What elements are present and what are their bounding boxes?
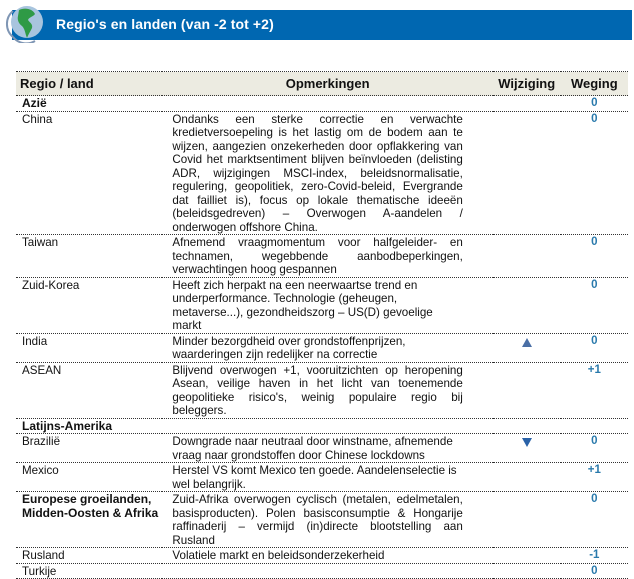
table-row [16, 548, 628, 564]
change-cell [493, 333, 561, 362]
col-change: Wijziging [493, 72, 561, 96]
weight-value: 0 [561, 563, 628, 579]
globe-icon [5, 3, 45, 43]
weight-value: 0 [561, 277, 628, 333]
change-cell [493, 96, 561, 112]
remarks: Ondanks een sterke correctie en verwachte kredietversoepeling is het lastig om de bodem aan te wijzen, aangezien onzekerheden door opflakkering van Covid het marktsentiment blijven beïnvloeden (delisting ADR, wijzigingen MSCI-index, beleidsnormalisatie, regulering, geopolitiek, zero-Covid-beleid, Evergrande dat failliet is), focus op lokale thematische ideeën (beleidsgedreven) – Overwogen A-aandelen / onderwogen offshore China. [162, 111, 492, 235]
remarks: Heeft zich herpakt na een neerwaartse trend en underperformance. Technologie (geheugen, metaverse...), gezondheidszorg – US(D) gevoelige markt [162, 277, 492, 333]
change-cell [493, 362, 561, 418]
change-cell [493, 418, 561, 434]
col-remarks: Opmerkingen [162, 72, 492, 96]
table-header-row [16, 72, 628, 96]
weight-value: +1 [561, 362, 628, 418]
region-name: India [16, 333, 162, 362]
weight-value [561, 418, 628, 434]
arrow-up-icon [522, 338, 532, 347]
change-cell [493, 111, 561, 235]
remarks: Zuid-Afrika overwogen cyclisch (metalen, edelmetalen, basisproducten). Polen basisconsumptie & Hongarije raffinaderij – vermijd (in)directe blootstelling aan Rusland [162, 492, 492, 548]
region-name: Azië [16, 96, 162, 112]
remarks: Volatiele markt en beleidsonderzekerheid [162, 548, 492, 564]
region-name: Brazilië [16, 434, 162, 463]
remarks [162, 96, 492, 112]
col-weight: Weging [561, 72, 628, 96]
weight-value: 0 [561, 111, 628, 235]
section-banner [12, 10, 632, 40]
change-cell [493, 548, 561, 564]
table-group-row [16, 418, 628, 434]
col-region: Regio / land [16, 72, 162, 96]
weight-value: 0 [561, 492, 628, 548]
change-cell [493, 235, 561, 278]
weight-value: 0 [561, 235, 628, 278]
change-cell [493, 563, 561, 579]
table-row [16, 563, 628, 579]
table-row [16, 362, 628, 418]
table-row [16, 434, 628, 463]
change-cell [493, 434, 561, 463]
weight-value: +1 [561, 463, 628, 492]
weight-value: 0 [561, 333, 628, 362]
remarks: Afnemend vraagmomentum voor halfgeleider- en technamen, wegebbende aanbodbeperkingen, verwachtingen hoog gespannen [162, 235, 492, 278]
weight-value: 0 [561, 96, 628, 112]
change-cell [493, 463, 561, 492]
region-name: Latijns-Amerika [16, 418, 162, 434]
table-row [16, 463, 628, 492]
change-cell [493, 492, 561, 548]
region-name: ASEAN [16, 362, 162, 418]
table-group-row [16, 96, 628, 112]
table-row [16, 235, 628, 278]
region-name: Taiwan [16, 235, 162, 278]
arrow-down-icon [522, 438, 532, 447]
table-group-row [16, 492, 628, 548]
region-name: China [16, 111, 162, 235]
region-name: Zuid-Korea [16, 277, 162, 333]
table-row [16, 277, 628, 333]
remarks: Blijvend overwogen +1, vooruitzichten op heropening Asean, veilige haven in het licht van toenemende geopolitieke risico's, weinig populaire regio bij beleggers. [162, 362, 492, 418]
region-name: Rusland [16, 548, 162, 564]
table-row [16, 333, 628, 362]
region-name: Mexico [16, 463, 162, 492]
weight-value: -1 [561, 548, 628, 564]
change-cell [493, 277, 561, 333]
remarks [162, 563, 492, 579]
section-title: Regio's en landen (van -2 tot +2) [56, 16, 274, 32]
remarks: Minder bezorgdheid over grondstoffenprijzen, waarderingen zijn redelijker na correctie [162, 333, 492, 362]
region-name: Turkije [16, 563, 162, 579]
remarks: Herstel VS komt Mexico ten goede. Aandelenselectie is wel belangrijk. [162, 463, 492, 492]
table-row [16, 111, 628, 235]
remarks: Downgrade naar neutraal door winstname, afnemende vraag naar grondstoffen door Chinese lockdowns [162, 434, 492, 463]
regions-table [16, 71, 628, 579]
weight-value: 0 [561, 434, 628, 463]
region-name: Europese groeilanden, Midden-Oosten & Afrika [16, 492, 162, 548]
remarks [162, 418, 492, 434]
